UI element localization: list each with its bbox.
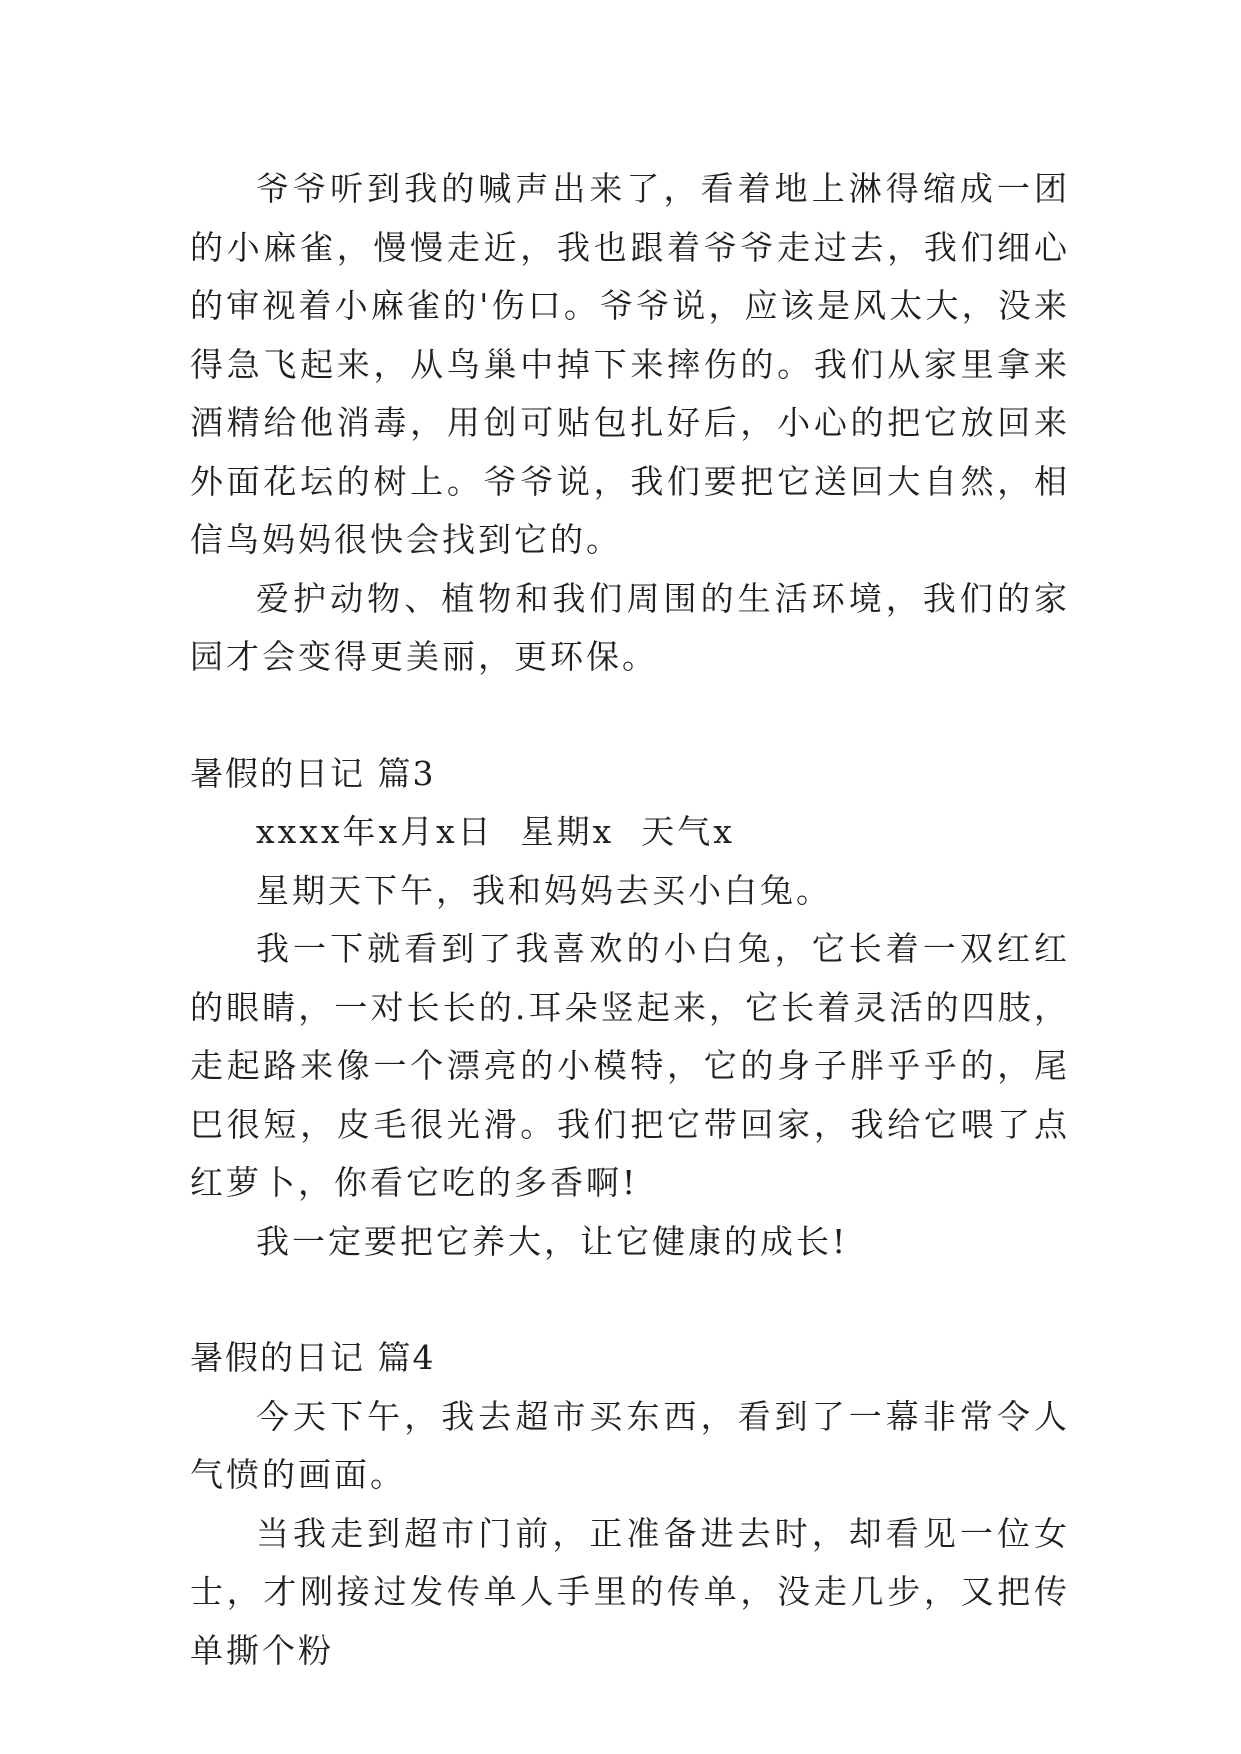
paragraph-rabbit-description: 我一下就看到了我喜欢的小白兔，它长着一双红红的眼睛，一对长长的.耳朵竖起来，它长着灵活的四肢，走起路来像一个漂亮的小模特，它的身子胖乎乎的，尾巴很短，皮毛很光滑。我们把它带回家，我给它喂了点红萝卜，你看它吃的多香啊! — [190, 929, 1070, 1202]
document-body — [190, 160, 1070, 1680]
section-heading-3: 暑假的日记 篇3 — [190, 753, 436, 793]
paragraph-supermarket: 今天下午，我去超市买东西，看到了一幕非常令人气愤的画面。 — [190, 1396, 1070, 1494]
paragraph-protect-environment: 爱护动物、植物和我们周围的生活环境，我们的家园才会变得更美丽，更环保。 — [190, 578, 1070, 676]
paragraph-grandpa-sparrow: 爷爷听到我的喊声出来了，看着地上淋得缩成一团的小麻雀，慢慢走近，我也跟着爷爷走过去，我们细心的审视着小麻雀的'伤口。爷爷说，应该是风太大，没来得急飞起来，从鸟巢中掉下来摔伤的。我们从家里拿来酒精给他消毒，用创可贴包扎好后，小心的把它放回来外面花坛的树上。爷爷说，我们要把它送回大自然，相信鸟妈妈很快会找到它的。 — [190, 169, 1070, 559]
paragraph-flyer-woman: 当我走到超市门前，正准备进去时，却看见一位女士，才刚接过发传单人手里的传单，没走几步，又把传单撕个粉 — [190, 1513, 1070, 1670]
paragraph-raise-rabbit: 我一定要把它养大，让它健康的成长! — [256, 1221, 849, 1261]
paragraph-buy-rabbit: 星期天下午，我和妈妈去买小白兔。 — [256, 870, 832, 910]
diary-date-line: xxxx年x月x日 星期x 天气x — [256, 812, 735, 851]
section-heading-4: 暑假的日记 篇4 — [190, 1338, 436, 1377]
